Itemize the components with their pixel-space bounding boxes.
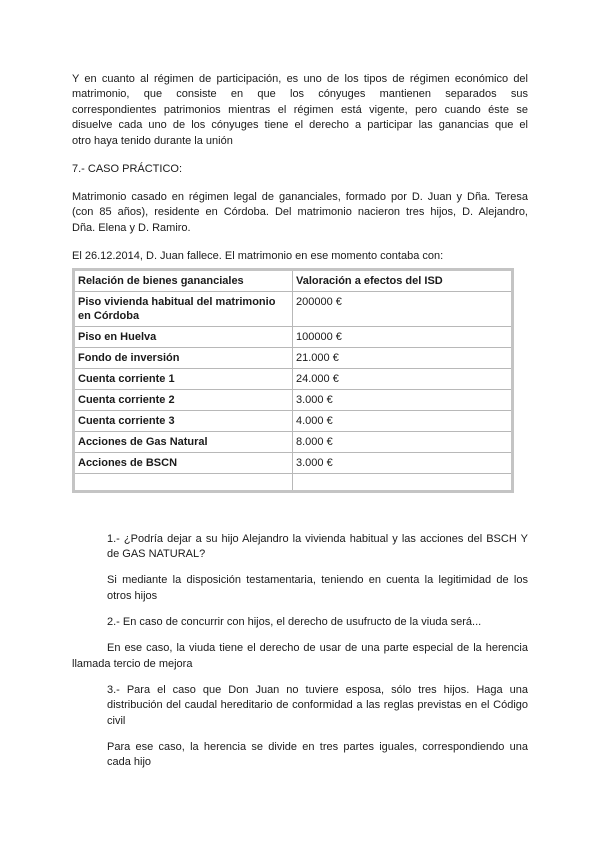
answer-line: cada hijo — [107, 756, 152, 768]
paragraph-line: Y en cuanto al régimen de participación, es uno de los tipos de régimen económico del — [72, 73, 528, 85]
paragraph-line: disuelve cada uno de los cónyuges tiene el derecho a participar las ganancias que el — [72, 119, 528, 131]
table-cell-value: 100000 € — [293, 327, 513, 348]
table-cell-item: Cuenta corriente 1 — [74, 369, 293, 390]
answer-line: En ese caso, la viuda tiene el derecho de usar de una parte especial de la herencia — [107, 642, 528, 654]
table-cell-value: 4.000 € — [293, 411, 513, 432]
table-cell-empty — [74, 474, 293, 492]
paragraph-line: correspondientes patrimonios mientras el régimen está vigente, pero cuando éste se — [72, 104, 528, 116]
paragraph-line: Dña. Elena y D. Ramiro. — [72, 222, 191, 234]
answer-line: llamada tercio de mejora — [72, 658, 193, 670]
table-cell-value: 3.000 € — [293, 390, 513, 411]
paragraph-line: (con 85 años), residente en Córdoba. Del matrimonio nacieron tres hijos, D. Alejandro, — [72, 206, 528, 218]
table-row — [74, 348, 513, 369]
question-line: 1.- ¿Podría dejar a su hijo Alejandro la vivienda habitual y las acciones del BSCH Y — [107, 533, 528, 545]
table-header-row — [74, 270, 513, 292]
table-cell-item: Piso vivienda habitual del matrimonio en Córdoba — [74, 292, 293, 327]
table-cell-value: 8.000 € — [293, 432, 513, 453]
table-cell-value: 200000 € — [293, 292, 513, 327]
answer-line: otros hijos — [107, 590, 158, 602]
table-row — [74, 390, 513, 411]
paragraph-line: Matrimonio casado en régimen legal de gananciales, formado por D. Juan y Dña. Teresa — [72, 191, 528, 203]
question-line: 2.- En caso de concurrir con hijos, el derecho de usufructo de la viuda será... — [107, 616, 482, 628]
table-row-empty — [74, 474, 513, 492]
table-header-cell: Relación de bienes gananciales — [74, 270, 293, 292]
table-header-cell: Valoración a efectos del ISD — [293, 270, 513, 292]
table-row — [74, 369, 513, 390]
question-line: distribución del caudal hereditario de conformidad a las reglas previstas en el Código — [107, 699, 528, 711]
table-cell-value: 3.000 € — [293, 453, 513, 474]
paragraph-line: El 26.12.2014, D. Juan fallece. El matrimonio en ese momento contaba con: — [72, 250, 444, 262]
section-heading: 7.- CASO PRÁCTICO: — [72, 163, 183, 175]
table-row — [74, 432, 513, 453]
paragraph-line: otro haya tenido durante la unión — [72, 135, 233, 147]
table-row — [74, 453, 513, 474]
table-cell-item: Cuenta corriente 2 — [74, 390, 293, 411]
table-cell-item: Cuenta corriente 3 — [74, 411, 293, 432]
question-line: civil — [107, 715, 126, 727]
table-cell-item: Acciones de BSCN — [74, 453, 293, 474]
assets-table — [72, 268, 514, 493]
table-row — [74, 411, 513, 432]
table-cell-item: Acciones de Gas Natural — [74, 432, 293, 453]
table-cell-item: Fondo de inversión — [74, 348, 293, 369]
table-cell-empty — [293, 474, 513, 492]
answer-line: Si mediante la disposición testamentaria, teniendo en cuenta la legitimidad de los — [107, 574, 528, 586]
table-row — [74, 292, 513, 327]
table-cell-value: 21.000 € — [293, 348, 513, 369]
answer-line: Para ese caso, la herencia se divide en tres partes iguales, correspondiendo una — [107, 741, 528, 753]
question-line: 3.- Para el caso que Don Juan no tuviere esposa, sólo tres hijos. Haga una — [107, 684, 528, 696]
table-row — [74, 327, 513, 348]
paragraph-line: matrimonio, que consiste en que los cónyuges mantienen separados sus — [72, 88, 528, 100]
question-line: de GAS NATURAL? — [107, 548, 206, 560]
table-cell-item: Piso en Huelva — [74, 327, 293, 348]
table-cell-value: 24.000 € — [293, 369, 513, 390]
